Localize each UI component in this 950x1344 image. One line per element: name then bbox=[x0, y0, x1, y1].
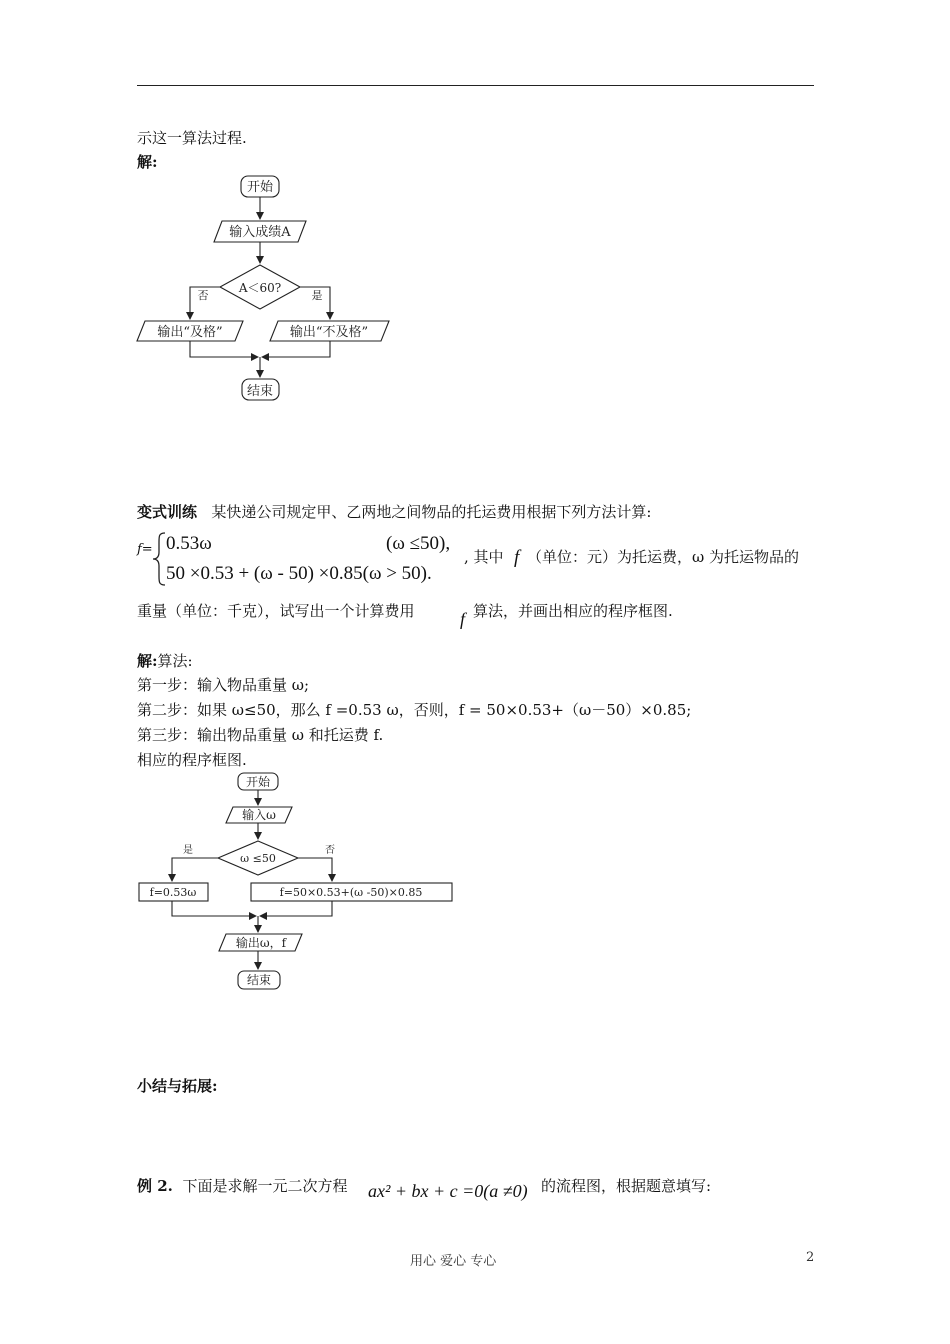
example2-label: 例 2. bbox=[137, 1177, 173, 1195]
variant-paragraph bbox=[137, 502, 651, 522]
formula-note-2: （单位：元）为托运费，ω 为托运物品的 bbox=[527, 548, 800, 566]
algorithm-step2: 第二步：如果 ω≤50，那么 f =0.53 ω，否则，f = 50×0.53+（ω－50）×0.85; bbox=[137, 701, 692, 719]
end-label-2: 结束 bbox=[246, 973, 272, 987]
output-pass-label: 输出“及格” bbox=[157, 325, 223, 340]
output-fail-label: 输出“不及格” bbox=[289, 325, 369, 340]
page-number: 2 bbox=[806, 1250, 815, 1265]
footer-motto: 用心 爱心 专心 bbox=[410, 1254, 497, 1269]
algorithm-head bbox=[137, 651, 193, 671]
algorithm-head-bold: 解: bbox=[137, 652, 158, 670]
case2-expression: 50 ×0.53 + (ω - 50) ×0.85(ω > 50). bbox=[166, 563, 432, 584]
output-label-2: 输出ω，f bbox=[235, 936, 287, 950]
example2-lead bbox=[137, 1176, 347, 1196]
intro-text: 示这一算法过程. bbox=[137, 129, 247, 147]
summary-label: 小结与拓展: bbox=[137, 1077, 218, 1095]
f-prefix: f= bbox=[137, 542, 153, 557]
condition-label-2: ω ≤50 bbox=[240, 852, 276, 865]
algorithm-tail: 相应的程序框图. bbox=[137, 751, 247, 769]
variant-label: 变式训练 bbox=[137, 503, 198, 521]
algorithm-head-rest: 算法: bbox=[157, 652, 193, 670]
variant-line2-a: 重量（单位：千克），试写出一个计算费用 bbox=[137, 602, 415, 620]
variant-text: 某快递公司规定甲、乙两地之间物品的托运费用根据下列方法计算: bbox=[211, 503, 652, 521]
no-label-2: 否 bbox=[325, 845, 335, 856]
input-label: 输入成绩A bbox=[229, 225, 291, 240]
algorithm-step3: 第三步：输出物品重量 ω 和托运费 f. bbox=[137, 726, 384, 744]
case1-condition: (ω ≤50), bbox=[386, 533, 451, 554]
variant-line2-f: f bbox=[460, 609, 466, 629]
example2-text-after: 的流程图，根据题意填写: bbox=[541, 1177, 712, 1195]
yes-label: 是 bbox=[311, 289, 323, 302]
case1-expression: 0.53ω bbox=[166, 533, 212, 554]
formula-note-1: , 其中 bbox=[464, 548, 504, 566]
start-label-2: 开始 bbox=[245, 775, 271, 789]
yes-label-2: 是 bbox=[183, 845, 193, 856]
algorithm-step1: 第一步：输入物品重量 ω; bbox=[137, 676, 310, 694]
flowchart-freight bbox=[130, 768, 460, 994]
input-label-2: 输入ω bbox=[242, 808, 276, 822]
example2-text: 下面是求解一元二次方程 bbox=[182, 1177, 348, 1195]
solution-label: 解: bbox=[137, 153, 158, 171]
flowchart-grades bbox=[130, 170, 400, 410]
header-rule bbox=[137, 85, 814, 86]
example2-equation: ax² + bx + c =0(a ≠0) bbox=[368, 1181, 528, 1201]
no-label: 否 bbox=[197, 289, 209, 302]
variant-line2-b: 算法，并画出相应的程序框图. bbox=[473, 602, 673, 620]
start-label: 开始 bbox=[246, 180, 274, 195]
f-symbol: f bbox=[514, 547, 520, 568]
end-label: 结束 bbox=[246, 384, 274, 399]
assign-right-label: f=50×0.53+(ω -50)×0.85 bbox=[279, 886, 423, 899]
assign-left-label: f=0.53ω bbox=[149, 886, 197, 899]
condition-label: A＜60? bbox=[238, 281, 282, 295]
